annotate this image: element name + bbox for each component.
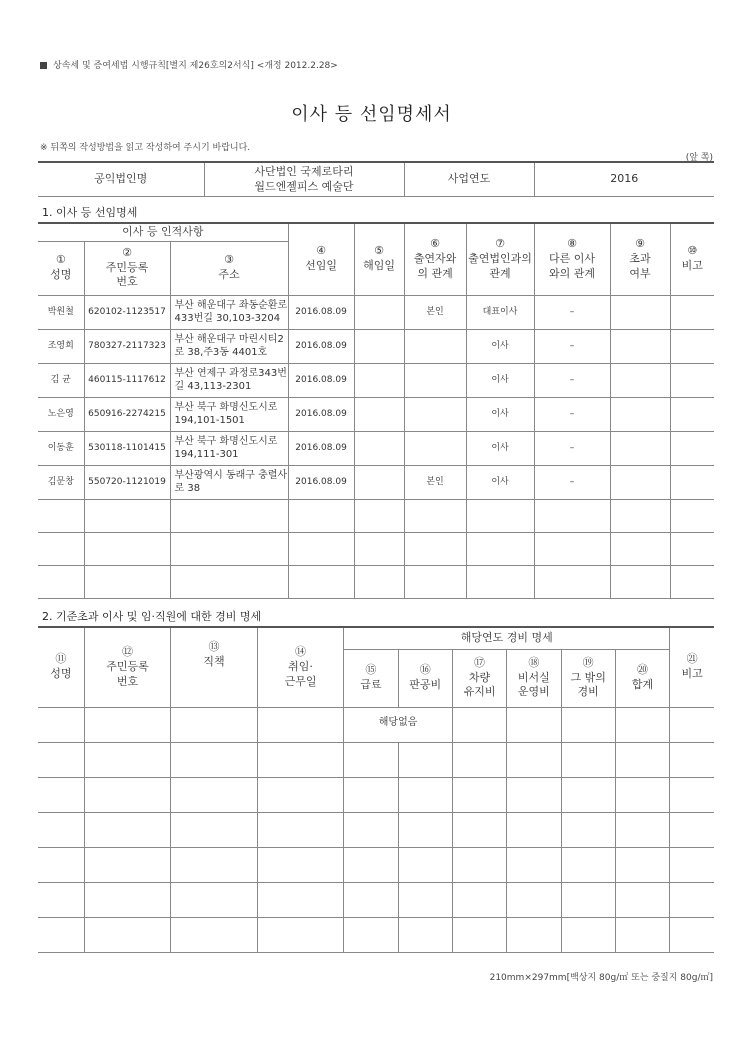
empty-cell: [404, 499, 466, 532]
empty-cell: [452, 812, 506, 847]
cell-rel-corp: 이사: [466, 465, 534, 499]
empty-cell: [171, 882, 258, 917]
empty-cell: [507, 777, 561, 812]
cell-note: [670, 295, 714, 329]
page-side-label: (앞 쪽): [685, 153, 713, 163]
empty-cell: [38, 532, 84, 565]
empty-cell: [615, 847, 669, 882]
empty-cell: [84, 847, 171, 882]
empty-cell: [610, 565, 670, 598]
empty-cell: [452, 742, 506, 777]
section1-title: 1. 이사 등 선임명세: [42, 206, 138, 219]
empty-cell: [615, 882, 669, 917]
empty-cell: [38, 499, 84, 532]
col-header-vehicle: ⑰ 차량 유지비: [452, 649, 506, 707]
empty-cell: [38, 847, 84, 882]
fiscal-year-value: 2016: [534, 162, 714, 197]
cell-note: [670, 329, 714, 363]
cell-note: [670, 363, 714, 397]
table-row: [38, 295, 714, 329]
col-header-rel-director: ⑧ 다른 이사 와의 관계: [534, 223, 610, 295]
cell-rel-donor: 본인: [404, 295, 466, 329]
empty-cell: [354, 565, 404, 598]
none-text: 해당없음: [344, 707, 453, 742]
cell-dismissed: [354, 397, 404, 431]
empty-cell: [354, 499, 404, 532]
empty-cell: [670, 742, 714, 777]
empty-cell: [534, 565, 610, 598]
cell-note: [670, 397, 714, 431]
cell-name: 조영희: [38, 329, 84, 363]
empty-cell: [344, 777, 398, 812]
empty-cell: [452, 707, 506, 742]
cell-addr: 부산 북구 화명신도시로 194,111-301: [170, 431, 288, 465]
empty-cell: [507, 812, 561, 847]
empty-cell: [670, 882, 714, 917]
cell-appointed: 2016.08.09: [288, 363, 354, 397]
cell-dismissed: [354, 431, 404, 465]
empty-cell: [84, 707, 171, 742]
empty-cell: [38, 707, 84, 742]
expense-row: [38, 847, 714, 882]
table-row: [38, 397, 714, 431]
expense-row: [38, 917, 714, 952]
empty-cell: [398, 917, 452, 952]
cell-name: 박원철: [38, 295, 84, 329]
cell-rel-corp: 이사: [466, 363, 534, 397]
empty-cell: [670, 847, 714, 882]
cell-appointed: 2016.08.09: [288, 397, 354, 431]
empty-cell: [171, 917, 258, 952]
empty-cell: [257, 917, 344, 952]
table-row: [38, 329, 714, 363]
col-header-exp-name: ⑪ 성명: [38, 627, 84, 707]
cell-id: 550720-1121019: [84, 465, 170, 499]
empty-cell: [170, 565, 288, 598]
empty-cell: [84, 777, 171, 812]
empty-cell: [38, 777, 84, 812]
cell-rel-dir: –: [534, 329, 610, 363]
expense-row: [38, 742, 714, 777]
empty-cell: [561, 812, 615, 847]
empty-cell: [507, 707, 561, 742]
cell-excess: [610, 363, 670, 397]
empty-cell: [507, 847, 561, 882]
col-header-id: ② 주민등록 번호: [84, 241, 170, 295]
expense-row: [38, 882, 714, 917]
cell-note: [670, 431, 714, 465]
empty-cell: [670, 777, 714, 812]
empty-cell: [452, 777, 506, 812]
corp-name-label: 공익법인명: [38, 162, 204, 197]
cell-id: 620102-1123517: [84, 295, 170, 329]
empty-cell: [452, 917, 506, 952]
cell-name: 이동훈: [38, 431, 84, 465]
cell-rel-corp: 대표이사: [466, 295, 534, 329]
cell-rel-donor: [404, 329, 466, 363]
empty-cell: [670, 499, 714, 532]
col-header-rel-donor: ⑥ 출연자와 의 관계: [404, 223, 466, 295]
empty-cell: [344, 847, 398, 882]
empty-cell: [171, 777, 258, 812]
col-header-address: ③ 주소: [170, 241, 288, 295]
empty-cell: [288, 499, 354, 532]
empty-cell: [561, 917, 615, 952]
empty-cell: [507, 917, 561, 952]
empty-cell: [170, 499, 288, 532]
empty-cell: [84, 499, 170, 532]
cell-rel-dir: –: [534, 465, 610, 499]
expense-row: [38, 707, 714, 742]
empty-cell: [615, 742, 669, 777]
empty-cell: [404, 565, 466, 598]
empty-cell: [38, 742, 84, 777]
empty-cell: [344, 742, 398, 777]
cell-dismissed: [354, 329, 404, 363]
empty-cell: [466, 532, 534, 565]
cell-id: 530118-1101415: [84, 431, 170, 465]
empty-cell: [615, 812, 669, 847]
director-table: [38, 222, 714, 599]
col-header-note: ⑩ 비고: [670, 223, 714, 295]
col-header-salary: ⑮ 급료: [344, 649, 398, 707]
empty-cell: [288, 565, 354, 598]
cell-dismissed: [354, 465, 404, 499]
empty-cell: [561, 847, 615, 882]
cell-rel-corp: 이사: [466, 431, 534, 465]
empty-cell: [354, 532, 404, 565]
empty-cell: [670, 917, 714, 952]
corp-name-value: [204, 162, 404, 197]
col-header-total: ⑳ 합계: [615, 649, 669, 707]
cell-addr: 부산 연제구 과정로343번길 43,113-2301: [170, 363, 288, 397]
empty-cell: [507, 742, 561, 777]
cell-rel-donor: 본인: [404, 465, 466, 499]
corp-name-line2: 월드엔젤피스 예술단: [254, 179, 354, 193]
empty-cell: [452, 882, 506, 917]
cell-id: 780327-2117323: [84, 329, 170, 363]
cell-appointed: 2016.08.09: [288, 295, 354, 329]
empty-cell: [534, 499, 610, 532]
empty-cell: [466, 565, 534, 598]
empty-row: [38, 532, 714, 565]
col-header-dismissed: ⑤ 해임일: [354, 223, 404, 295]
empty-cell: [171, 812, 258, 847]
personal-info-header: 이사 등 인적사항: [38, 223, 288, 241]
empty-cell: [38, 565, 84, 598]
legal-reference: [40, 58, 338, 71]
empty-cell: [171, 742, 258, 777]
corp-info-table: [38, 161, 714, 197]
empty-cell: [38, 812, 84, 847]
cell-appointed: 2016.08.09: [288, 465, 354, 499]
empty-cell: [257, 707, 344, 742]
empty-cell: [84, 917, 171, 952]
empty-cell: [84, 882, 171, 917]
page-title: 이사 등 선임명세서: [291, 104, 452, 125]
empty-cell: [561, 777, 615, 812]
empty-cell: [452, 847, 506, 882]
empty-cell: [534, 532, 610, 565]
col-header-appointed: ④ 선임일: [288, 223, 354, 295]
empty-cell: [344, 917, 398, 952]
empty-cell: [257, 847, 344, 882]
cell-dismissed: [354, 363, 404, 397]
cell-appointed: 2016.08.09: [288, 329, 354, 363]
expense-row: [38, 812, 714, 847]
empty-cell: [84, 812, 171, 847]
empty-cell: [610, 532, 670, 565]
cell-excess: [610, 329, 670, 363]
empty-cell: [670, 812, 714, 847]
cell-rel-corp: 이사: [466, 397, 534, 431]
empty-cell: [615, 777, 669, 812]
empty-row: [38, 565, 714, 598]
empty-cell: [344, 882, 398, 917]
table-row: [38, 431, 714, 465]
cell-addr: 부산 북구 화명신도시로 194,101-1501: [170, 397, 288, 431]
empty-cell: [398, 812, 452, 847]
empty-cell: [670, 532, 714, 565]
empty-cell: [615, 917, 669, 952]
empty-cell: [398, 847, 452, 882]
expense-group-header: 해당연도 경비 명세: [344, 627, 670, 649]
cell-excess: [610, 295, 670, 329]
cell-addr: 부산 해운대구 마린시티2로 38,주3동 4401호: [170, 329, 288, 363]
col-header-excess: ⑨ 초과 여부: [610, 223, 670, 295]
empty-cell: [288, 532, 354, 565]
empty-cell: [561, 707, 615, 742]
empty-cell: [561, 742, 615, 777]
cell-id: 650916-2274215: [84, 397, 170, 431]
cell-rel-donor: [404, 397, 466, 431]
empty-cell: [171, 707, 258, 742]
empty-cell: [84, 742, 171, 777]
cell-dismissed: [354, 295, 404, 329]
empty-cell: [84, 565, 170, 598]
empty-cell: [404, 532, 466, 565]
cell-excess: [610, 431, 670, 465]
col-header-secretariat: ⑱ 비서실 운영비: [507, 649, 561, 707]
empty-cell: [670, 565, 714, 598]
expense-row: [38, 777, 714, 812]
empty-cell: [670, 707, 714, 742]
square-bullet-icon: [40, 62, 47, 69]
cell-excess: [610, 465, 670, 499]
fiscal-year-label: 사업연도: [404, 162, 534, 197]
table-row: [38, 465, 714, 499]
cell-note: [670, 465, 714, 499]
section2-title: 2. 기준초과 이사 및 임·직원에 대한 경비 명세: [42, 610, 262, 623]
empty-cell: [615, 707, 669, 742]
empty-row: [38, 499, 714, 532]
col-header-name: ① 성명: [38, 241, 84, 295]
empty-cell: [507, 882, 561, 917]
cell-id: 460115-1117612: [84, 363, 170, 397]
col-header-exp-note: ㉑ 비고: [670, 627, 714, 707]
col-header-exp-id: ⑫ 주민등록 번호: [84, 627, 171, 707]
col-header-other: ⑲ 그 밖의 경비: [561, 649, 615, 707]
cell-rel-corp: 이사: [466, 329, 534, 363]
cell-rel-dir: –: [534, 295, 610, 329]
expense-table: [38, 626, 714, 953]
cell-rel-donor: [404, 431, 466, 465]
cell-rel-dir: –: [534, 397, 610, 431]
cell-name: 김문창: [38, 465, 84, 499]
empty-cell: [610, 499, 670, 532]
cell-name: 김 균: [38, 363, 84, 397]
empty-cell: [84, 532, 170, 565]
empty-cell: [170, 532, 288, 565]
cell-name: 노은영: [38, 397, 84, 431]
empty-cell: [466, 499, 534, 532]
cell-appointed: 2016.08.09: [288, 431, 354, 465]
empty-cell: [38, 882, 84, 917]
empty-cell: [257, 777, 344, 812]
col-header-tenure: ⑭ 취임· 근무일: [257, 627, 344, 707]
empty-cell: [398, 777, 452, 812]
legal-reference-text: 상속세 및 증여세법 시행규칙[별지 제26호의2서식] <개정 2012.2.28>: [53, 61, 338, 71]
cell-addr: 부산 해운대구 좌동순환로 433번길 30,103-3204: [170, 295, 288, 329]
col-header-position: ⑬ 직책: [171, 627, 258, 707]
empty-cell: [561, 882, 615, 917]
corp-name-line1: 사단법인 국제로타리: [254, 164, 354, 178]
empty-cell: [398, 882, 452, 917]
empty-cell: [257, 812, 344, 847]
empty-cell: [344, 812, 398, 847]
col-header-rel-corp: ⑦ 출연법인과의 관계: [466, 223, 534, 295]
paper-spec: 210mm×297mm[백상지 80g/㎡ 또는 중질지 80g/㎡]: [489, 973, 713, 983]
empty-cell: [38, 917, 84, 952]
col-header-entertainment: ⑯ 판공비: [398, 649, 452, 707]
cell-excess: [610, 397, 670, 431]
empty-cell: [257, 882, 344, 917]
empty-cell: [171, 847, 258, 882]
empty-cell: [398, 742, 452, 777]
cell-addr: 부산광역시 동래구 충렬사로 38: [170, 465, 288, 499]
empty-cell: [257, 742, 344, 777]
cell-rel-donor: [404, 363, 466, 397]
cell-rel-dir: –: [534, 431, 610, 465]
cell-rel-dir: –: [534, 363, 610, 397]
table-row: [38, 363, 714, 397]
notice-text: ※ 뒤쪽의 작성방법을 읽고 작성하여 주시기 바랍니다.: [40, 143, 251, 153]
